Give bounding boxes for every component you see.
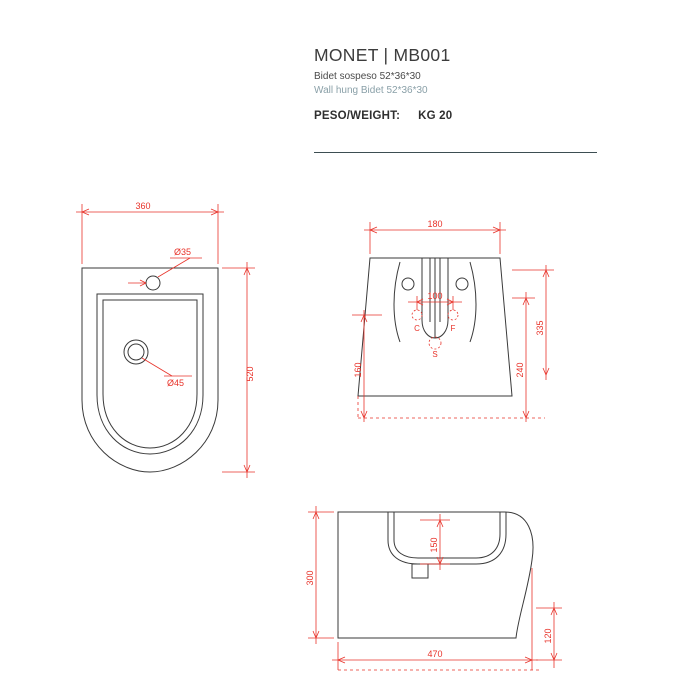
dim-front-inner: 100 [427,291,443,301]
dim-front-width: 180 [427,219,443,229]
label-drain: S [432,350,438,359]
dim-front-right-height: 335 [535,320,545,336]
dim-front-left-height: 160 [353,362,363,378]
dim-side-height: 300 [305,570,315,586]
dim-hole-small: Ø35 [174,247,192,257]
header-divider [314,152,597,153]
subtitle-italian: Bidet sospeso 52*36*30 [314,71,421,82]
side-view [290,490,580,690]
dim-side-offset: 120 [543,628,553,644]
dim-side-inner-height: 150 [429,537,439,553]
weight-value: KG 20 [418,110,453,122]
subtitle-english: Wall hung Bidet 52*36*30 [314,85,428,96]
dim-front-mid-height: 240 [515,362,525,378]
dim-side-depth: 470 [427,649,443,659]
dim-top-height: 520 [245,366,255,382]
dim-hole-large: Ø45 [167,378,185,388]
page-title: MONET | MB001 [314,45,451,65]
label-hot: F [450,324,456,333]
front-view [330,210,580,440]
label-cold: C [414,324,420,333]
top-view [40,190,290,490]
dim-top-width: 360 [135,201,151,211]
header-block [314,44,604,122]
weight-row [314,110,604,122]
weight-label: PESO/WEIGHT: [314,110,401,122]
